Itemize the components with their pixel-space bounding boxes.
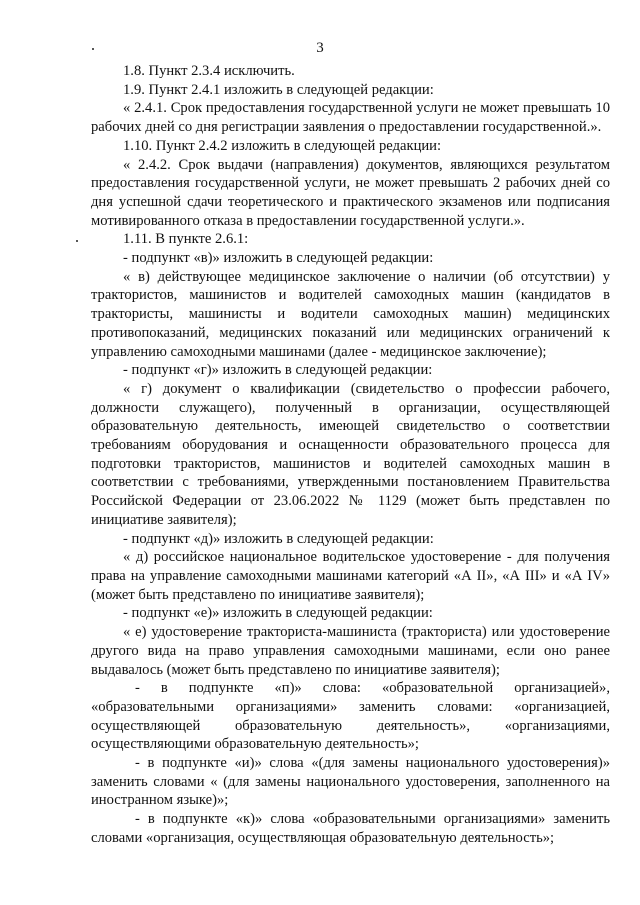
subpoint-g-header: - подпункт «г)» изложить в следующей редакции: [123, 362, 433, 379]
subpoint-i-amendment: - в подпункте «и)» слова «(для замены национального удостоверения)» заменить словами « (для замены национального удостоверения, заполненного на иностранном языке)»; [91, 755, 610, 809]
subpoint-d-header: - подпункт «д)» изложить в следующей редакции: [123, 530, 434, 547]
quote-2-4-2: « 2.4.2. Срок выдачи (направления) документов, являющихся результатом предоставления государственной услуги, не может превышать 2 рабочих дней со дня успешной сдачи теоретического и практического экзаменов или подписания мотивированного отказа в предоставлении государственной услуги.». [91, 156, 610, 229]
subpoint-p-amendment: - в подпункте «п)» слова: «образовательной организацией», «образовательными организациями» заменить словами: «организацией, осуществляющей образовательную деятельность», «организациями, осуществляющими образовательную деятельность»; [91, 680, 610, 753]
quote-2-4-1: « 2.4.1. Срок предоставления государственной услуги не может превышать 10 рабочих дней со дня регистрации заявления о предоставлении государственной.». [91, 100, 610, 136]
subpoint-e-header: - подпункт «е)» изложить в следующей редакции: [123, 605, 433, 622]
paragraph-1-11: 1.11. В пункте 2.6.1: [123, 231, 249, 248]
page-number: 3 [316, 40, 324, 56]
paragraph-1-8: 1.8. Пункт 2.3.4 исключить. [123, 63, 295, 79]
subpoint-e-text: « е) удостоверение тракториста-машиниста (тракториста) или удостоверение другого вида на право управления самоходными машинами, если оно ранее выдавалось (может быть представлено по инициативе заявителя); [91, 624, 610, 678]
paragraph-1-10: 1.10. Пункт 2.4.2 изложить в следующей редакции: [123, 137, 442, 154]
subpoint-v-text: « в) действующее медицинское заключение о наличии (об отсутствии) у трактористов, машинистов и водителей самоходных машин (кандидатов в трактористы, машинисты и водители самоходных машин) медицинских противопоказаний, медицинских показаний или медицинских ограничений к управлению самоходными машинами (далее - медицинское заключение); [91, 268, 610, 360]
subpoint-d-text: « д) российское национальное водительское удостоверение - для получения права на управление самоходными машинами категорий «А II», «А III» и «А IV» (может быть представлено по инициативе заявителя); [91, 549, 610, 603]
subpoint-k-amendment: - в подпункте «к)» слова «образовательными организациями» заменить словами «организация, осуществляющая образовательную деятельность»; [91, 811, 610, 846]
scan-speck [76, 240, 78, 242]
paragraph-1-9: 1.9. Пункт 2.4.1 изложить в следующей редакции: [123, 81, 434, 98]
subpoint-g-text: « г) документ о квалификации (свидетельство о профессии рабочего, должности служащего), полученный в организации, осуществляющей образовательную деятельность, имеющей свидетельство о соответствии требованиям оборудования и оснащенности образовательного процесса для подготовки трактористов, машинистов и водителей самоходных машин в соответствии с требованиями, утвержденными постановлением Правительства Российской Федерации от 23.06.2022 № 1129 (может быть представлен по инициативе заявителя); [91, 380, 610, 528]
document-body [91, 62, 610, 848]
subpoint-v-header: - подпункт «в)» изложить в следующей редакции: [123, 250, 434, 267]
